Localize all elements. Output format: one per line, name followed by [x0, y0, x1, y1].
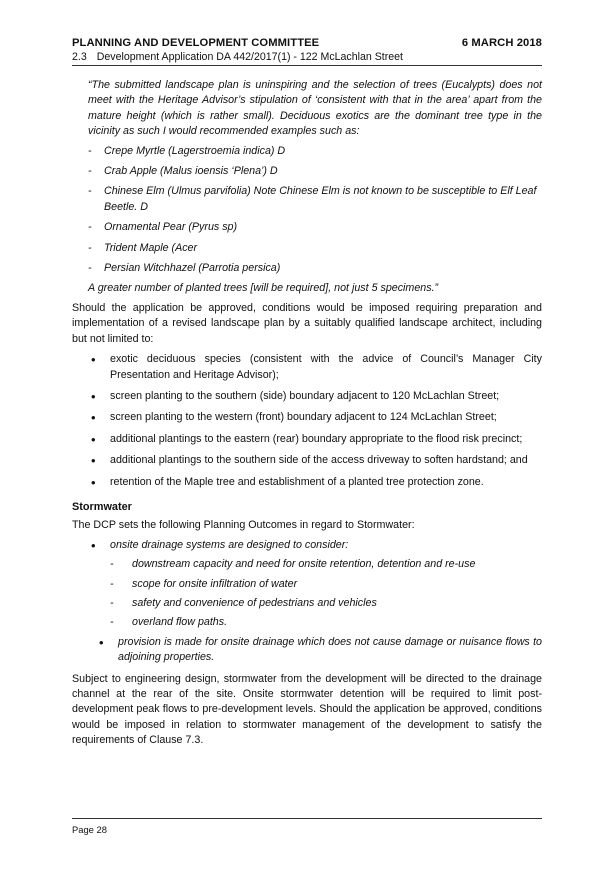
conditions-intro: Should the application be approved, conditions would be imposed requiring preparation and implementation of a revised landscape plan by a suitably qualified landscape architect, including but not limited to: — [72, 301, 542, 345]
conditions-list — [88, 352, 542, 490]
consideration-item: - downstream capacity and need for onsite retention, detention and re-use — [110, 557, 542, 572]
tree-list-item: - Persian Witchhazel (Parrotia persica) — [88, 261, 542, 276]
quote-intro: “The submitted landscape plan is uninspiring and the selection of trees (Eucalypts) does not meet with the Heritage Advisor’s stipulation of ‘consistent with that in the area’ apart from the mature height (which is rather small). Deciduous exotics are the dominant tree type in the vicinity as such I would recommended examples such as: — [88, 79, 542, 138]
stormwater-outcome: • provision is made for onsite drainage which does not cause damage or nuisance flows to adjoining properties. — [96, 635, 542, 666]
condition-item: • additional plantings to the southern side of the access driveway to soften hardstand; and — [88, 453, 542, 468]
item-number: 2.3 — [72, 51, 87, 63]
quote-closing: A greater number of planted trees [will be required], not just 5 specimens.” — [88, 282, 439, 295]
stormwater-outcomes — [88, 538, 542, 666]
condition-item: • exotic deciduous species (consistent with the advice of Council’s Manager City Presentation and Heritage Advisor); — [88, 352, 542, 383]
tree-list-item: - Trident Maple (Acer — [88, 241, 542, 256]
condition-item: • retention of the Maple tree and establishment of a planted tree protection zone. — [88, 475, 542, 490]
tree-list-item: - Ornamental Pear (Pyrus sp) — [88, 220, 542, 235]
consideration-item: - overland flow paths. — [110, 615, 542, 630]
tree-list-item: - Chinese Elm (Ulmus parvifolia) Note Chinese Elm is not known to be susceptible to Elf Leaf Beetle. D — [88, 184, 542, 215]
document-body — [72, 78, 542, 749]
page-number: Page 28 — [72, 824, 107, 835]
stormwater-conclusion: Subject to engineering design, stormwater from the development will be directed to the drainage channel at the rear of the site. Onsite stormwater detention will be required to limit post-development peak flows to pre-development levels. Should the application be approved, conditions would be imposed in relation to stormwater management of the development to satisfy the requirements of Clause 7.3. — [72, 672, 542, 747]
tree-list — [88, 144, 542, 277]
condition-item: • screen planting to the southern (side) boundary adjacent to 120 McLachlan Street; — [88, 389, 542, 404]
tree-list-item: - Crab Apple (Malus ioensis ‘Plena’) D — [88, 164, 542, 179]
page-header — [72, 37, 542, 66]
stormwater-intro: The DCP sets the following Planning Outcomes in regard to Stormwater: — [72, 519, 415, 532]
meeting-date: 6 MARCH 2018 — [461, 37, 542, 49]
header-row — [72, 37, 542, 49]
outcome-text: onsite drainage systems are designed to consider: — [110, 538, 349, 551]
condition-item: • additional plantings to the eastern (rear) boundary appropriate to the flood risk precinct; — [88, 432, 542, 447]
tree-list-item: - Crepe Myrtle (Lagerstroemia indica) D — [88, 144, 542, 159]
drainage-considerations — [110, 557, 542, 631]
page-footer — [72, 818, 542, 835]
stormwater-heading: Stormwater — [72, 500, 132, 513]
condition-item: • screen planting to the western (front) boundary adjacent to 124 McLachlan Street; — [88, 410, 542, 425]
consideration-item: - safety and convenience of pedestrians and vehicles — [110, 596, 542, 611]
committee-name: PLANNING AND DEVELOPMENT COMMITTEE — [72, 37, 320, 49]
item-heading — [72, 51, 542, 66]
item-title: Development Application DA 442/2017(1) - 122 McLachlan Street — [96, 51, 403, 63]
stormwater-outcome — [88, 538, 542, 631]
consideration-item: - scope for onsite infiltration of water — [110, 577, 542, 592]
